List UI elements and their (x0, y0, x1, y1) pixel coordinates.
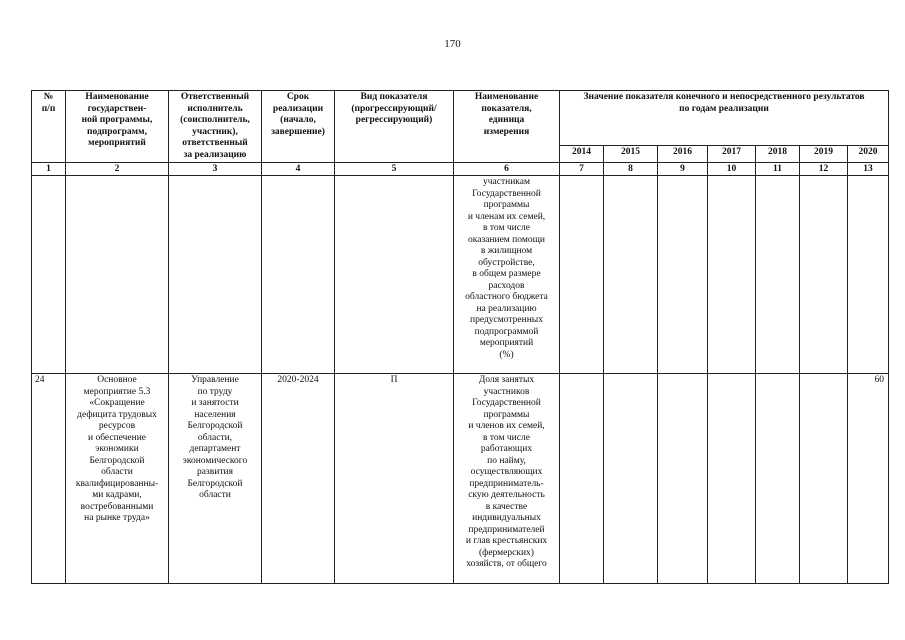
indicator-name-cell: участникам Государственной программы и членам их семей, в том числе оказанием помощи в жилищном обустройстве, в общем размере расходов областного бюджета на реализацию предусмотренных подпрограммой мероприятий (%) (454, 176, 560, 374)
value-cell (560, 374, 604, 584)
header-year: 2014 (560, 145, 604, 163)
value-cell (756, 374, 800, 584)
column-number: 12 (800, 163, 848, 176)
header-period: Срок реализации (начало, завершение) (262, 91, 335, 163)
column-number: 3 (169, 163, 262, 176)
column-number: 5 (335, 163, 454, 176)
page-number: 170 (444, 38, 461, 50)
value-cell (658, 176, 708, 374)
header-year: 2018 (756, 145, 800, 163)
period-cell: 2020-2024 (262, 374, 335, 584)
header-indicator-name: Наименование показателя, единица измерения (454, 91, 560, 163)
responsible-cell (169, 176, 262, 374)
column-number: 4 (262, 163, 335, 176)
value-cell: 60 (848, 374, 889, 584)
value-cell (708, 176, 756, 374)
program-name-cell (66, 176, 169, 374)
column-numbers-row (32, 163, 889, 176)
indicator-type-cell: П (335, 374, 454, 584)
value-cell (708, 374, 756, 584)
header-values-group: Значение показателя конечного и непосредственного результатов по годам реализации (560, 91, 889, 146)
column-number: 9 (658, 163, 708, 176)
header-program-name: Наименование государствен- ной программы, подпрограмм, мероприятий (66, 91, 169, 163)
period-cell (262, 176, 335, 374)
value-cell (756, 176, 800, 374)
value-cell (604, 374, 658, 584)
row-number: 24 (32, 374, 66, 584)
program-name-cell: Основное мероприятие 5.3 «Сокращение дефицита трудовых ресурсов и обеспечение экономики Белгородской области квалифицированны- ми кадрами, востребованными на рынке труда» (66, 374, 169, 584)
header-year: 2017 (708, 145, 756, 163)
header-number: № п/п (32, 91, 66, 163)
header-year: 2019 (800, 145, 848, 163)
value-cell (800, 176, 848, 374)
header-responsible: Ответственный исполнитель (соисполнитель, участник), ответственный за реализацию (169, 91, 262, 163)
header-year: 2020 (848, 145, 889, 163)
column-number: 7 (560, 163, 604, 176)
column-number: 13 (848, 163, 889, 176)
indicators-table (31, 90, 889, 584)
value-cell (604, 176, 658, 374)
value-cell (800, 374, 848, 584)
value-cell (560, 176, 604, 374)
row-number (32, 176, 66, 374)
column-number: 1 (32, 163, 66, 176)
responsible-cell: Управление по труду и занятости населения Белгородской области, департамент экономического развития Белгородской области (169, 374, 262, 584)
column-number: 2 (66, 163, 169, 176)
column-number: 10 (708, 163, 756, 176)
indicator-name-cell: Доля занятых участников Государственной программы и членов их семей, в том числе работающих по найму, осуществляющих предприниматель- скую деятельность в качестве индивидуальных предпринимателей и глав крестьянских (фермерских) хозяйств, от общего (454, 374, 560, 584)
column-number: 6 (454, 163, 560, 176)
table-row (32, 176, 889, 374)
column-number: 11 (756, 163, 800, 176)
table-row (32, 374, 889, 584)
value-cell (658, 374, 708, 584)
header-indicator-type: Вид показателя (прогрессирующий/ регрессирующий) (335, 91, 454, 163)
indicator-type-cell (335, 176, 454, 374)
header-row (32, 91, 889, 146)
column-number: 8 (604, 163, 658, 176)
header-year: 2015 (604, 145, 658, 163)
header-year: 2016 (658, 145, 708, 163)
value-cell (848, 176, 889, 374)
